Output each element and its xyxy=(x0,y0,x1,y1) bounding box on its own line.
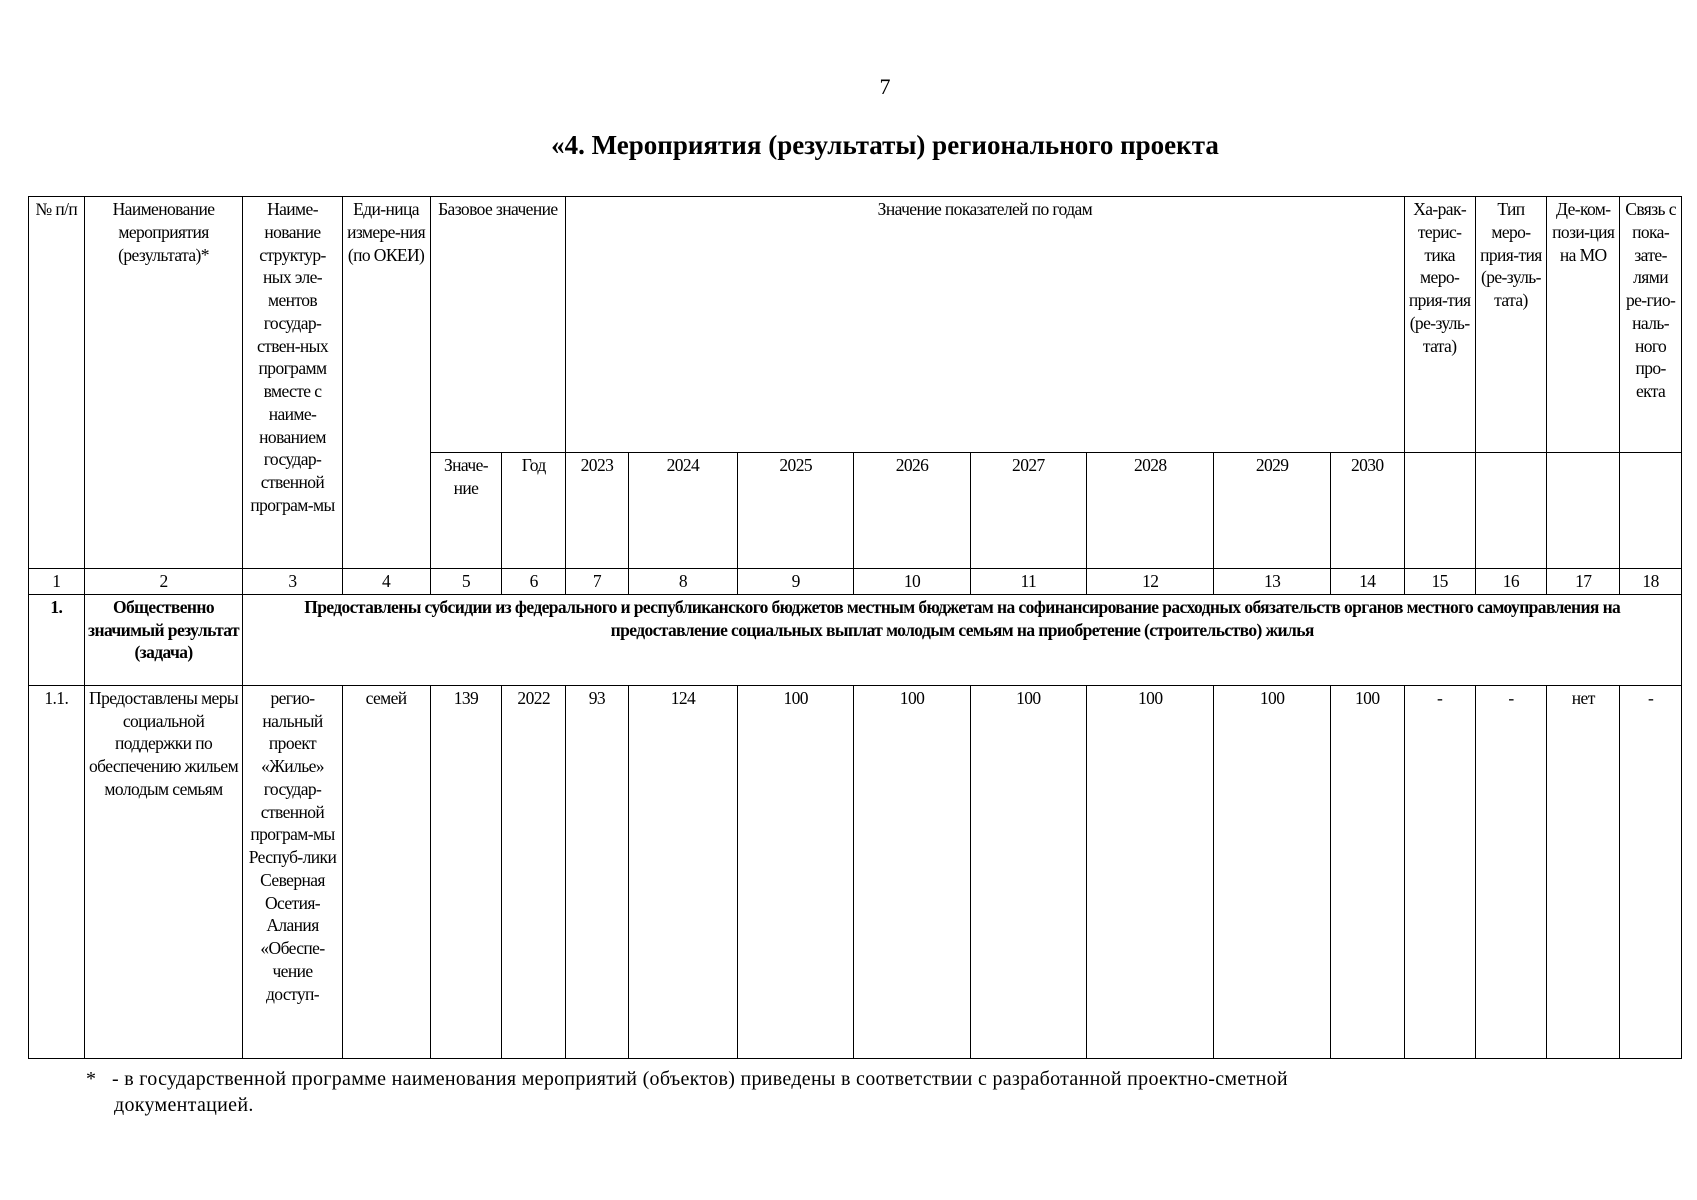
row-value-2029: 100 xyxy=(1214,685,1330,1058)
header-years-group: Значение показателей по годам xyxy=(566,197,1405,453)
column-number: 1 xyxy=(29,569,85,595)
header-year: 2028 xyxy=(1087,453,1214,569)
header-empty xyxy=(1620,453,1682,569)
column-number: 18 xyxy=(1620,569,1682,595)
header-empty xyxy=(1547,453,1620,569)
row-value-2024: 124 xyxy=(628,685,737,1058)
column-number: 8 xyxy=(628,569,737,595)
row-value-2023: 93 xyxy=(566,685,629,1058)
task-row xyxy=(29,594,1682,685)
column-number: 12 xyxy=(1087,569,1214,595)
section-title: «4. Мероприятия (результаты) регионального проекта xyxy=(551,130,1219,160)
header-decomposition: Де-ком-пози-ция на МО xyxy=(1547,197,1620,453)
column-number: 5 xyxy=(430,569,502,595)
row-base-year: 2022 xyxy=(502,685,566,1058)
column-number: 7 xyxy=(566,569,629,595)
row-link: - xyxy=(1620,685,1682,1058)
row-number: 1.1. xyxy=(29,685,85,1058)
row-type: - xyxy=(1475,685,1547,1058)
column-number: 2 xyxy=(84,569,243,595)
row-measure-name: Предоставлены меры социальной поддержки по обеспечению жильем молодым семьям xyxy=(84,685,243,1058)
header-empty xyxy=(1404,453,1475,569)
row-value-2026: 100 xyxy=(854,685,970,1058)
column-number: 17 xyxy=(1547,569,1620,595)
header-year: 2026 xyxy=(854,453,970,569)
header-year: 2030 xyxy=(1330,453,1404,569)
row-value-2025: 100 xyxy=(738,685,854,1058)
header-year: 2029 xyxy=(1214,453,1330,569)
header-characteristic: Ха-рак-терис-тика меро-прия-тия (ре-зуль-тата) xyxy=(1404,197,1475,453)
task-description: Предоставлены субсидии из федерального и республиканского бюджетов местным бюджетам на софинансирование расходных обязательств органов местного самоуправления на предоставление социальных выплат молодым семьям на приобретение (строительство) жилья xyxy=(243,594,1682,685)
header-base: Базовое значение xyxy=(430,197,566,453)
page-number: 7 xyxy=(879,74,891,99)
footnote-mark: * xyxy=(86,1068,97,1090)
header-year: 2027 xyxy=(970,453,1086,569)
header-year: 2023 xyxy=(566,453,629,569)
header-base-year: Год xyxy=(502,453,566,569)
header-year: 2024 xyxy=(628,453,737,569)
header-empty xyxy=(1475,453,1547,569)
footnote-text-continued: документацией. xyxy=(114,1094,254,1116)
task-name: Общественно значимый результат (задача) xyxy=(84,594,243,685)
column-number: 15 xyxy=(1404,569,1475,595)
header-row-1 xyxy=(29,197,1682,453)
footnote xyxy=(86,1066,1606,1118)
header-num: № п/п xyxy=(29,197,85,569)
row-base-value: 139 xyxy=(430,685,502,1058)
row-value-2030: 100 xyxy=(1330,685,1404,1058)
header-structure: Наиме-нование структур-ных эле-ментов государ-ствен-ных программ вместе с наиме-нованием государ-ственной програм-мы xyxy=(243,197,342,569)
header-link: Связь с пока-зате-лями ре-гио-наль-ного про-екта xyxy=(1620,197,1682,453)
column-number: 6 xyxy=(502,569,566,595)
column-number: 11 xyxy=(970,569,1086,595)
header-base-value: Значе-ние xyxy=(430,453,502,569)
row-characteristic: - xyxy=(1404,685,1475,1058)
column-number: 3 xyxy=(243,569,342,595)
task-number: 1. xyxy=(29,594,85,685)
header-year: 2025 xyxy=(738,453,854,569)
header-unit: Еди-ница измере-ния (по ОКЕИ) xyxy=(342,197,430,569)
footnote-text: - в государственной программе наименования мероприятий (объектов) приведены в соответствии с разработанной проектно-сметной xyxy=(112,1068,1288,1090)
table-row xyxy=(29,685,1682,1058)
column-number: 14 xyxy=(1330,569,1404,595)
measures-table xyxy=(28,196,1682,1059)
column-numbers-row xyxy=(29,569,1682,595)
header-measure-name: Наименование мероприятия (результата)* xyxy=(84,197,243,569)
row-value-2027: 100 xyxy=(970,685,1086,1058)
column-number: 4 xyxy=(342,569,430,595)
column-number: 16 xyxy=(1475,569,1547,595)
row-unit: семей xyxy=(342,685,430,1058)
column-number: 13 xyxy=(1214,569,1330,595)
row-decomposition: нет xyxy=(1547,685,1620,1058)
row-value-2028: 100 xyxy=(1087,685,1214,1058)
column-number: 9 xyxy=(738,569,854,595)
header-type: Тип меро-прия-тия (ре-зуль-тата) xyxy=(1475,197,1547,453)
column-number: 10 xyxy=(854,569,970,595)
row-structure: регио-нальный проект «Жилье» государ-ственной програм-мы Респуб-лики Северная Осетия-Алания «Обеспе-чение доступ- xyxy=(243,685,342,1058)
